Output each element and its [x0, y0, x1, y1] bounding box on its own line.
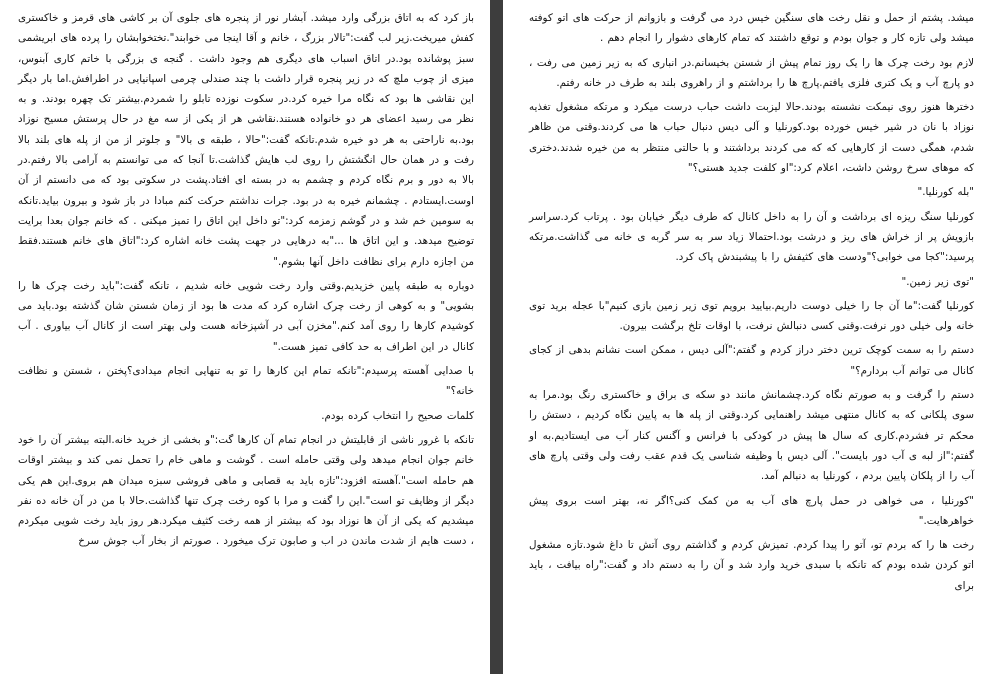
left-paragraph-3: با صدایی آهسته پرسیدم:"تانکه تمام این کارها را تو به تنهایی انجام میدادی؟پختن ، شستن و نظافت خانه؟" [18, 365, 474, 398]
right-page [503, 0, 998, 674]
page-gutter [490, 0, 503, 674]
left-paragraph-1: باز کرد که به اتاق بزرگی وارد میشد. آبشار نور از پنجره های جلوی آن بر کاشی های قرمز و خاکستری کفش میریخت.زیر لب گفت:"تالار بزرگ ، خانم و آقا اینجا می خوابند".تختخوابشان را پرده های ابریشمی سبز پوشانده بود.در اتاق اسباب های دیگری هم وجود داشت . گنجه ی بزرگی با خاتم کاری آبنوس، میزی از چوب ملچ که در زیر پنجره قرار داشت با چند صندلی چرمی اسپانیایی در اطرافش.اما بار دیگر این نقاشی ها بود که نگاه مرا خیره کرد.در سکوت نوزده تابلو را شمردم.بیشتر تک چهره بودند. و به نظر می رسید اعضای هر دو خانواده هستند.نقاشی هر از یکی از سه مغ در حال پرستش مسیح نوزاد بود.به ناراحتی به هر دو خیره شدم.تانکه گفت:"حالا ، طبقه ی بالا" و جلوتر از من از پله های بلند بالا رفت و در همان حال انگشتش را روی لب هایش گذاشت.تا آنجا که می توانستم به آرامی بالا رفتم.در بالا به دور و برم نگاه کردم و چشمم به در بسته ای افتاد.پشت در سکوتی بود که می دانستم از آن اوست.ایستادم . چشمانم خیره به در بود. جرات نداشتم حرکت کنم مبادا در باز شود و بیرون بیاید.تانکه به سومین خم شد و در گوشم زمزمه کرد:"تو داخل این اتاق را تمیز میکنی . که خانم جوان بعدا برایت توضیح میدهد. و این اتاق ها ..."به درهایی در جهت پشت خانه اشاره کرد:"اتاق های خانم هستند.فقط من اجازه دارم برای نظافت داخل آنها بشوم." [18, 12, 474, 268]
right-paragraph-6: "توی زیر زمین." [901, 275, 974, 288]
right-paragraph-10: "کورنلیا ، می خواهی در حمل پارچ های آب به من کمک کنی؟اگر نه، بهتر است بروی پیش خواهرهایت." [529, 494, 974, 527]
right-paragraph-8: دستم را به سمت کوچک ترین دختر دراز کردم و گفتم:"آلی دیس ، ممکن است نشانم بدهی از کجای کانال می توانم آب بردارم؟" [529, 344, 974, 377]
right-paragraph-3: دخترها هنوز روی نیمکت نشسته بودند.حالا لیزبت داشت حباب درست میکرد و مرتکه مشغول تغذیه نوزاد با نان در شیر خیس خورده بود.کورنلیا و آلی دیس دنبال حباب ها می کردند.وقتی من ظاهر شدم، همگی دست از کارهایی که که می کردند برداشتند و با حالتی منتظر به من خیره شدند.دختری که موهای سرخ روشن داشت، اعلام کرد:"او کلفت جدید هستی؟" [529, 101, 974, 175]
right-paragraph-4: "بله کورنلیا." [917, 186, 974, 199]
right-paragraph-5: کورنلیا سنگ ریزه ای برداشت و آن را به داخل کانال که طرف دیگر خیابان بود . پرتاب کرد.سراسر بازویش پر از خراش های ریز و درشت بود.احتمالا زیاد سر به سر گربه ی خانه می گذاشت.مرتکه پرسید:"کجا می خوابی؟"ودست های کثیفش را با پیشبندش پاک کرد. [529, 210, 974, 264]
right-paragraph-1: میشد. پشتم از حمل و نقل رخت های سنگین خیس درد می گرفت و بازوانم از حرکت های اتو کوفته میشد ولی تازه کار و جوان بودم و توقع داشتند که تمام کارهای دشوار را انجام دهم . [529, 12, 974, 45]
right-paragraph-9: دستم را گرفت و به صورتم نگاه کرد.چشمانش مانند دو سکه ی براق و خاکستری رنگ بود.مرا به سوی پلکانی که به کانال منتهی میشد راهنمایی کرد.وقتی از پله ها به پایین نگاه کردیم ، دستش را محکم تر فشردم.کاری که سال ها پیش در کودکی با فرانس و آگنس کنار آب می ایستادیم.به او گفتم:"از لبه ی آب دور بایست". آلی دیس با وظیفه شناسی یک قدم عقب رفت ولی وقتی پارچ های آب را از پلکان پایین بردم ، کورنلیا به دنبالم آمد. [529, 389, 974, 483]
left-page [0, 0, 490, 674]
left-paragraph-5: تانکه با غرور ناشی از قابلیتش در انجام تمام آن کارها گت:"و بخشی از خرید خانه.البته بیشتر آن را خود خانم جوان انجام میدهد ولی وقتی حامله است . گوشت و ماهی خام را تحمل نمی کند و بیشتر اوقات هم حامله است".آهسته افزود:"تازه باید به قصابی و ماهی فروشی سبزه میدان هم بروی.این هم یکی دیگر از وظایف تو است".این را گفت و مرا با کوه رخت چرک تنها گذاشت.حالا با من در آن خانه ده نفر میشدیم که یکی از آن ها نوزاد بود که بیشتر از همه رخت کثیف میکرد.هر روز باید رخت شویی میکردم ، دست هایم از شدت ماندن در اب و صابون ترک میخورد . صورتم از بخار آب جوش سرخ [18, 433, 474, 548]
right-paragraph-2: لازم بود رخت چرک ها را یک روز تمام پیش از شستن بخیسانم.در انباری که به زیر زمین می رفت ، دو پارچ آب و یک کتری فلزی یافتم.پارچ ها را برداشتم و از راهروی بلند به طرف در خانه رفتم. [529, 56, 974, 89]
right-paragraph-7: کورنلیا گفت:"ما آن جا را خیلی دوست داریم.بیایید برویم توی زیر زمین بازی کنیم"با عجله برید توی خانه ولی خیلی دور نرفت.وقتی کسی دنبالش نرفت، با اوقات تلخ برگشت بیرون. [529, 299, 974, 333]
right-paragraph-11: رخت ها را که بردم تو، آتو را پیدا کردم. تمیزش کردم و گذاشتم روی آتش تا داغ شود.تازه مشغول اتو کردن شده بودم که تانکه با سبدی خرید وارد شد و آن را به دستم داد و گفت:"راه بیافت ، باید برای [529, 539, 974, 592]
left-paragraph-4: کلمات صحیح را انتخاب کرده بودم. [321, 409, 474, 422]
left-paragraph-2: دوباره به طبقه پایین خزیدیم.وقتی وارد رخت شویی خانه شدیم ، تانکه گفت:"باید رخت چرک ها را بشویی" و به کوهی از رخت چرک اشاره کرد که مدت ها بود از زمان شستن شان گذشته بود.باید می کوشیدم کارها را روی آمد کنم."مخزن آبی در آشپزخانه هست ولی بهتر است از کانال آب بیاوری . آب کانال در این اطراف به حد کافی تمیز هست." [18, 279, 474, 353]
